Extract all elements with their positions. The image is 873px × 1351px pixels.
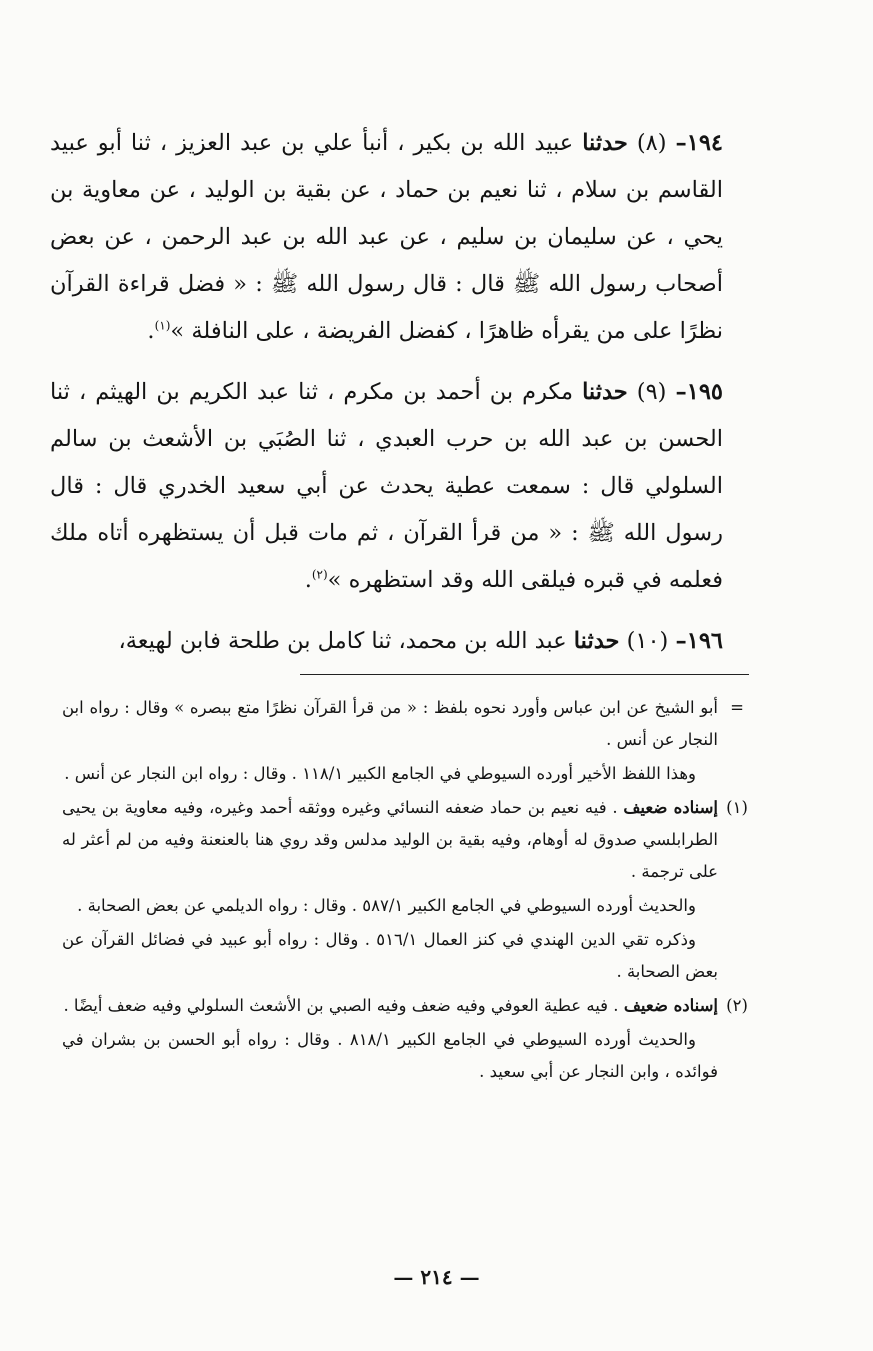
hadith-separator: – — [675, 628, 687, 654]
hadith-end: . — [304, 567, 312, 593]
footnote-divider — [300, 674, 749, 675]
footnote-paragraph: وذكره تقي الدين الهندي في كنز العمال ٥١٦/١ . وقال : رواه أبو عبيد في فضائل القرآن عن بعض الصحابة . — [62, 930, 718, 981]
hadith-196 — [50, 618, 723, 665]
main-text — [50, 120, 723, 679]
hadith-index: (١٠) — [626, 628, 669, 654]
footnote-mark: = — [730, 698, 744, 717]
footnote-1 — [62, 792, 756, 990]
hadith-keyword: حدثنا — [582, 130, 628, 156]
footnote-text: . فيه نعيم بن حماد ضعفه النسائي وغيره ووثقه أحمد وغيره، وفيه معاوية بن يحيى الطرابلسي صدوق له أوهام، وفيه بقية بن الوليد مدلس وقد روي هنا بالعنعنة وفيه من لم أعثر له على ترجمة . — [62, 798, 718, 881]
hadith-number: ١٩٥ — [686, 379, 724, 405]
hadith-text: عبد الله بن محمد، ثنا كامل بن طلحة فابن لهيعة، — [118, 628, 567, 654]
hadith-end: . — [147, 318, 155, 344]
hadith-text: عبيد الله بن بكير ، أنبأ علي بن عبد العزيز ، ثنا أبو عبيد القاسم بن سلام ، ثنا نعيم بن حماد ، عن بقية بن الوليد ، عن معاوية بن يحي ، عن سليمان بن سليم ، عن عبد الله بن عبد الرحمن ، عن بعض أصحاب رسول الله ﷺ قال : قال رسول الله ﷺ : « فضل قراءة القرآن نظرًا على من يقرأه ظاهرًا ، كفضل الفريضة ، على النافلة » — [50, 130, 723, 344]
hadith-keyword: حدثنا — [573, 628, 620, 654]
hadith-number: ١٩٤ — [686, 130, 724, 156]
footnote-continuation — [62, 692, 756, 792]
footnote-paragraph: أبو الشيخ عن ابن عباس وأورد نحوه بلفظ : « من قرأ القرآن نظرًا متع ببصره » وقال : رواه ابن النجار عن أنس . — [62, 698, 718, 749]
footnotes — [62, 692, 756, 1090]
hadith-keyword: حدثنا — [582, 379, 628, 405]
page-number: — ٢١٤ — — [393, 1265, 480, 1289]
footnote-paragraph: وهذا اللفظ الأخير أورده السيوطي في الجامع الكبير ١١٨/١ . وقال : رواه ابن النجار عن أنس . — [64, 764, 696, 783]
footnote-paragraph: والحديث أورده السيوطي في الجامع الكبير ٥٨٧/١ . وقال : رواه الديلمي عن بعض الصحابة . — [77, 896, 696, 915]
footnote-verdict: إسناده ضعيف — [623, 996, 718, 1015]
hadith-194 — [50, 120, 723, 355]
footnote-mark: (١) — [726, 798, 748, 817]
footnote-mark: (٢) — [726, 996, 748, 1015]
hadith-index: (٨) — [636, 130, 667, 156]
hadith-separator: – — [675, 379, 687, 405]
footnote-ref: (١) — [154, 318, 171, 333]
hadith-index: (٩) — [636, 379, 667, 405]
hadith-separator: – — [675, 130, 687, 156]
footnote-verdict: إسناده ضعيف — [623, 798, 718, 817]
hadith-number: ١٩٦ — [686, 628, 723, 654]
footnote-text: . فيه عطية العوفي وفيه ضعف وفيه الصبي بن الأشعث السلولي وفيه ضعف أيضًا . — [63, 996, 619, 1015]
footnote-paragraph: والحديث أورده السيوطي في الجامع الكبير ٨١٨/١ . وقال : رواه أبو الحسن بن بشران في فوائده ، وابن النجار عن أبي سعيد . — [62, 1030, 718, 1081]
hadith-text: مكرم بن أحمد بن مكرم ، ثنا عبد الكريم بن الهيثم ، ثنا الحسن بن عبد الله بن حرب العبدي ، ثنا الصُبَي بن الأشعث بن سالم السلولي قال : سمعت عطية يحدث عن أبي سعيد الخدري قال : قال رسول الله ﷺ : « من قرأ القرآن ، ثم مات قبل أن يستظهره أتاه ملك فعلمه في قبره فيلقى الله وقد استظهره » — [50, 379, 723, 593]
hadith-195 — [50, 369, 723, 604]
footnote-2 — [62, 990, 756, 1090]
footnote-ref: (٢) — [311, 567, 328, 582]
